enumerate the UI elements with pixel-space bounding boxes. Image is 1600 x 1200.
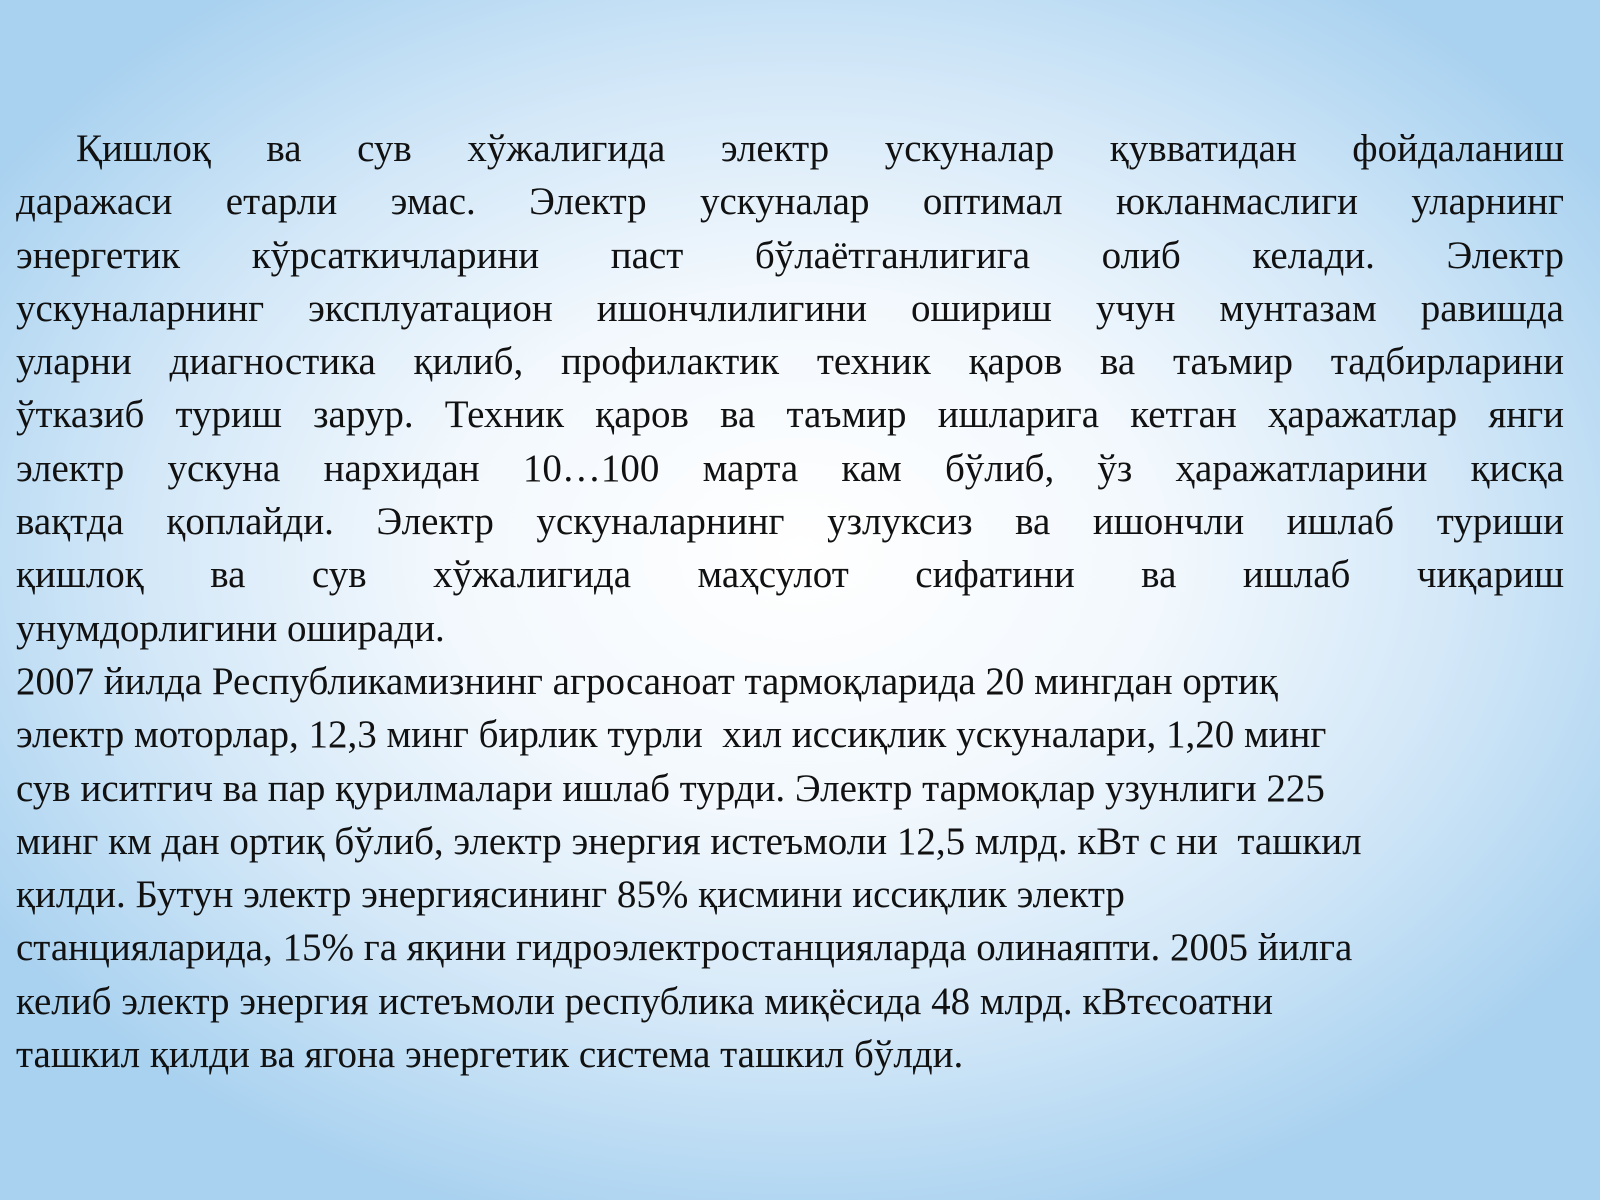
paragraph-2-line: станцияларида, 15% га яқини гидроэлектростанцияларда олинаяпти. 2005 йилга (16, 926, 1353, 970)
paragraph-2-line: келиб электр энергия истеъмоли республика миқёсида 48 млрд. кВтєсоатни (16, 979, 1273, 1023)
paragraph-2-line: қилди. Бутун электр энергиясининг 85% қисмини иссиқлик электр (16, 873, 1125, 917)
paragraph-1-line: уларни диагностика қилиб, профилактик техник қаров ва таъмир тадбирларини (16, 340, 1564, 384)
paragraph-1-line: вақтда қоплайди. Электр ускуналарнинг узлуксиз ва ишончли ишлаб туриши (16, 500, 1564, 544)
slide-text-body (16, 122, 1564, 1081)
paragraph-2-line: минг км дан ортиқ бўлиб, электр энергия истеъмоли 12,5 млрд. кВт с ни ташкил (16, 819, 1362, 863)
paragraph-2-line: ташкил қилди ва ягона энергетик система ташкил бўлди. (16, 1033, 964, 1077)
paragraph-1-line: унумдорлигини оширади. (16, 606, 445, 650)
paragraph-2 (16, 655, 1564, 1081)
paragraph-1-line: энергетик кўрсаткичларини паст бўлаётганлигига олиб келади. Электр (16, 233, 1564, 277)
paragraph-1-line: Қишлоқ ва сув хўжалигида электр ускуналар қувватидан фойдаланиш (76, 127, 1564, 170)
paragraph-1-line: даражаси етарли эмас. Электр ускуналар оптимал юкланмаслиги уларнинг (16, 180, 1564, 224)
paragraph-1-line: ўтказиб туриш зарур. Техник қаров ва таъмир ишларига кетган ҳаражатлар янги (16, 393, 1564, 437)
paragraph-2-line: электр моторлар, 12,3 минг бирлик турли хил иссиқлик ускуналари, 1,20 минг (16, 713, 1327, 757)
paragraph-1 (16, 122, 1564, 655)
paragraph-1-line: ускуналарнинг эксплуатацион ишончлилигини ошириш учун мунтазам равишда (16, 286, 1564, 330)
paragraph-2-line: сув иситгич ва пар қурилмалари ишлаб турди. Электр тармоқлар узунлиги 225 (16, 766, 1325, 810)
paragraph-1-line: қишлоқ ва сув хўжалигида маҳсулот сифатини ва ишлаб чиқариш (16, 553, 1564, 597)
paragraph-2-line: 2007 йилда Республикамизнинг агросаноат тармоқларида 20 мингдан ортиқ (16, 659, 1278, 703)
paragraph-1-line: электр ускуна нархидан 10…100 марта кам бўлиб, ўз ҳаражатларини қисқа (16, 446, 1564, 490)
